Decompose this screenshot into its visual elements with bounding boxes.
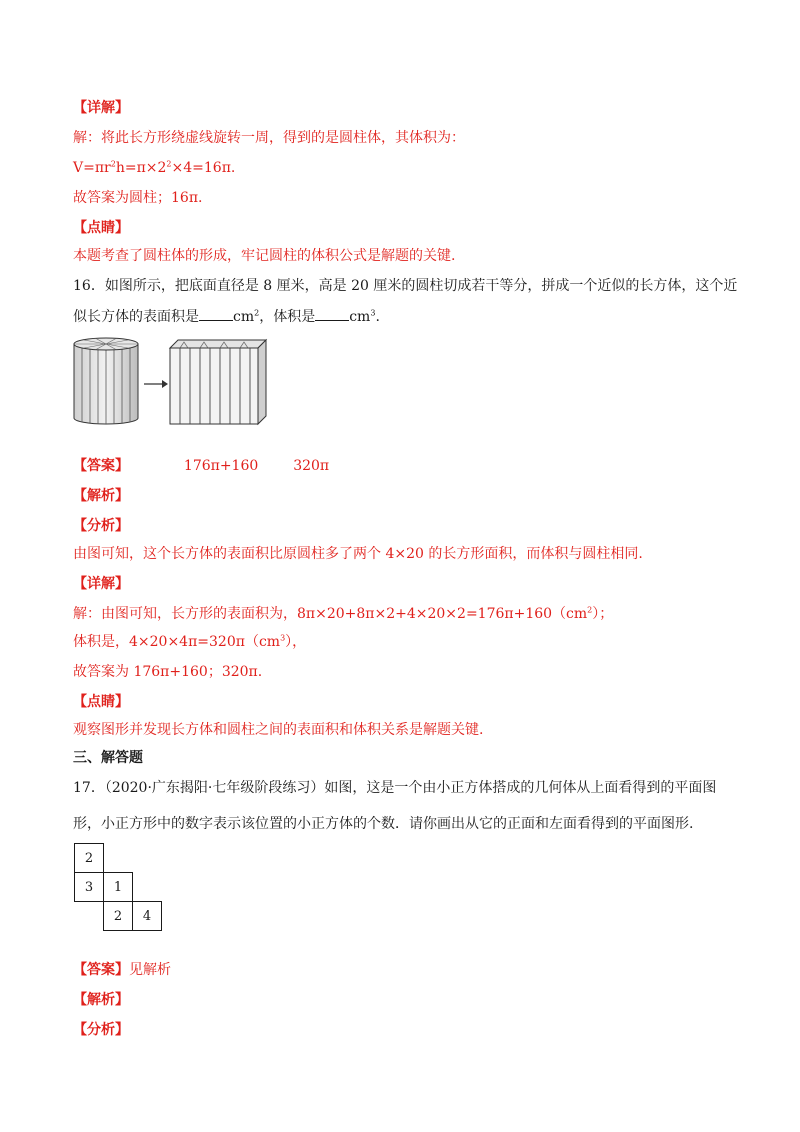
q16-text-line1: 16．如图所示，把底面直径是 8 厘米，高是 20 厘米的圆柱切成若干等分，拼成一个近似的长方体，这个近 [73, 278, 738, 294]
grid-cell: 3 [74, 872, 104, 902]
q16-detail-1b: ）； [592, 606, 614, 622]
q16-detail-label: 【详解】 [73, 576, 129, 592]
comment-text: 本题考查了圆柱体的形成，牢记圆柱的体积公式是解题的关键. [73, 248, 456, 264]
cylinder-to-box-figure [70, 334, 280, 430]
comment-label: 【点睛】 [73, 220, 129, 236]
q16-answer-label: 【答案】 [73, 458, 129, 474]
q16-detail-2a: 体积是，4×20×4π=320π（cm [73, 634, 281, 650]
q16-comment-text: 观察图形并发现长方体和圆柱之间的表面积和体积关系是解题关键. [73, 722, 484, 738]
volume-formula: $V=\pi r^2h=\pi\times 2^2\times 4=16\pi$. [73, 159, 236, 176]
formula-part3: ×4=16π. [171, 160, 236, 176]
q16-line2-e: . [375, 309, 380, 325]
q16-answer-2: 320π [293, 458, 330, 474]
q16-line2-b: cm [233, 309, 255, 325]
q16-detail-line3: 故答案为 176π+160；320π. [73, 664, 263, 680]
blank-1 [199, 306, 233, 321]
q16-parse-label: 【解析】 [73, 488, 129, 504]
grid-cell: 2 [74, 843, 104, 873]
blank-2 [315, 306, 349, 321]
grid-cell: 1 [103, 872, 133, 902]
q16-answer-row [73, 456, 329, 476]
grid-cell: 2 [103, 901, 133, 931]
q17-parse-label: 【解析】 [73, 992, 129, 1008]
q16-line2-c: ，体积是 [259, 309, 316, 325]
box-shape [170, 340, 266, 424]
q16-comment-label: 【点睛】 [73, 694, 129, 710]
q17-analysis-label: 【分析】 [73, 1022, 129, 1038]
cylinder-shape [74, 338, 138, 424]
q17-answer-label: 【答案】 [73, 962, 129, 978]
solution-line: 解：将此长方形绕虚线旋转一周，得到的是圆柱体，其体积为： [73, 130, 465, 146]
q16-detail-line2: 体积是，$4\times 20\times 4\pi=320\pi(cm^3)$， [73, 633, 307, 650]
q16-analysis-label: 【分析】 [73, 518, 129, 534]
q17-answer-row [73, 960, 171, 980]
formula-part1: V=πr [73, 160, 111, 176]
q16-detail-line1: 解：由图可知，长方形的表面积为，$8\pi\times 20+8\pi\times 2+4\times 20\times 2=176\pi+160(cm^2)$； [73, 605, 614, 622]
q16-line2-a: 似长方体的表面积是 [73, 309, 199, 325]
q16-text-line2: 似长方体的表面积是 $cm^2$，体积是 $cm^3$. [73, 306, 380, 327]
q17-text-line2: 形，小正方形中的数字表示该位置的小正方体的个数．请你画出从它的正面和左面看得到的平面图形. [73, 816, 694, 832]
arrow-icon [144, 380, 168, 388]
section-heading: 三、解答题 [73, 750, 143, 766]
grid-cell: 4 [132, 901, 162, 931]
q17-text-line1: 17．（2020·广东揭阳·七年级阶段练习）如图，这是一个由小正方体搭成的几何体从上面看得到的平面图 [73, 780, 717, 796]
q16-detail-2b: ）， [285, 634, 307, 650]
q16-line2-d: cm [349, 309, 371, 325]
q17-answer-text: 见解析 [129, 962, 171, 978]
q16-analysis-text: 由图可知，这个长方体的表面积比原圆柱多了两个 4×20 的长方形面积，而体积与圆柱相同. [73, 546, 643, 562]
answer-line: 故答案为圆柱；16π. [73, 190, 203, 206]
formula-part2: h=π×2 [115, 160, 167, 176]
detail-label: 【详解】 [73, 100, 129, 116]
top-view-grid [74, 843, 166, 939]
q16-answer-1: 176π+160 [183, 458, 259, 474]
q16-detail-1a: 解：由图可知，长方形的表面积为，8π×20+8π×2+4×20×2=176π+160（cm [73, 606, 588, 622]
